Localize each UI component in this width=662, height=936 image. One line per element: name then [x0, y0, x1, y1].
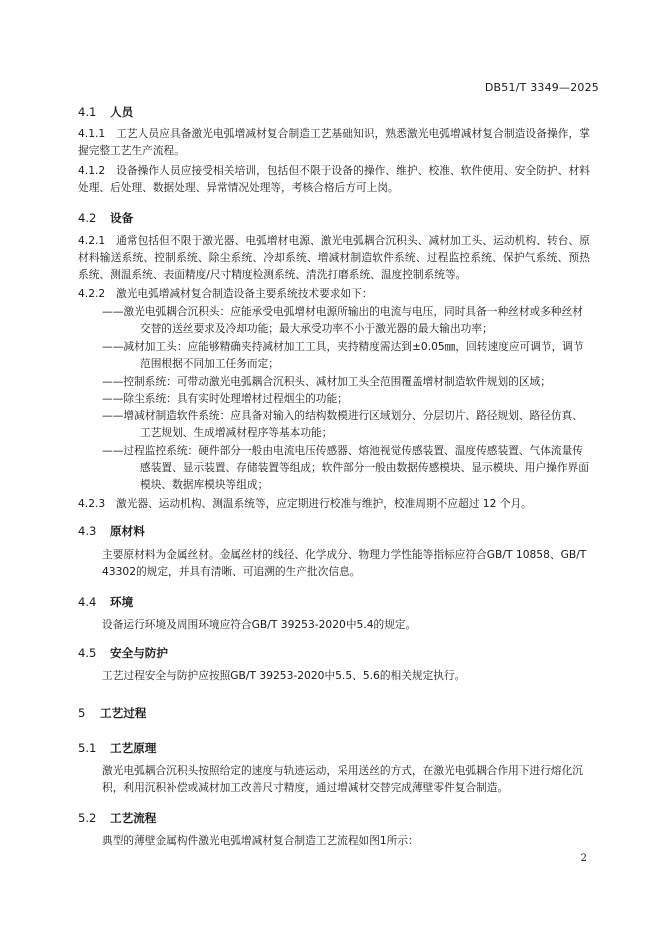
paragraph-4-2-3	[78, 496, 590, 513]
section-title: 安全与防护	[110, 646, 168, 660]
list-item-process-monitoring: ——过程监控系统：硬件部分一般由电流电压传感器、熔池视觉传感装置、温度传感装置、气体流量传感装置、显示装置、存储装置等组成；软件部分一般由数据传感模块、显示模块、用户操作界面模块、数据库模块等组成；	[102, 444, 589, 491]
list-item-machining-head: ——减材加工头：应能够精确夹持减材加工工具，夹持精度需达到±0.05㎜，回转速度应可调节，调节范围根据不同加工任务而定；	[102, 340, 584, 370]
clause-number: 4.2.1	[78, 234, 106, 247]
clause-number: 4.2.2	[78, 287, 106, 300]
paragraph-4-3: 主要原材料为金属丝材。金属丝材的线径、化学成分、物理力学性能等指标应符合GB/T 10858、GB/T 43302的规定，并具有清晰、可追溯的生产批次信息。	[102, 548, 587, 578]
list-item-software-system: ——增减材制造软件系统：应具备对输入的结构数模进行区域划分、分层切片、路径规划、路径仿真、工艺规划、生成增减材程序等基本功能；	[102, 409, 583, 439]
page-number: 2	[580, 853, 587, 864]
clause-text: 激光电弧增减材复合制造设备主要系统技术要求如下：	[116, 287, 373, 300]
section-title: 设备	[110, 211, 134, 225]
heading-4-4	[78, 594, 133, 610]
clause-number: 4.1.1	[78, 127, 106, 140]
section-title: 工艺原理	[110, 741, 157, 755]
heading-4-3	[78, 523, 145, 539]
paragraph-4-4: 设备运行环境及周围环境应符合GB/T 39253-2020中5.4的规定。	[102, 618, 417, 631]
clause-number: 4.1.2	[78, 164, 106, 177]
clause-text: 工艺人员应具备激光电弧增减材复合制造工艺基础知识，熟悉激光电弧增减材复合制造设备操作，掌握完整工艺生产流程。	[78, 127, 590, 157]
section-title: 工艺流程	[110, 811, 157, 825]
section-title: 工艺过程	[100, 706, 147, 720]
clause-number: 4.2.3	[78, 497, 106, 510]
heading-4-1	[78, 104, 133, 120]
section-title: 环境	[110, 595, 134, 609]
clause-text: 设备操作人员应接受相关培训，包括但不限于设备的操作、维护、校准、软件使用、安全防护、材料处理、后处理、数据处理、异常情况处理等，考核合格后方可上岗。	[78, 164, 590, 194]
paragraph-5-1: 激光电弧耦合沉积头按照给定的速度与轨迹运动，采用送丝的方式，在激光电弧耦合作用下进行熔化沉积，利用沉积补偿或减材加工改善尺寸精度，通过增减材交替完成薄壁零件复合制造。	[102, 764, 583, 794]
paragraph-4-1-2	[78, 163, 590, 197]
section-title: 原材料	[110, 524, 145, 538]
heading-4-5	[78, 645, 168, 661]
paragraph-4-2-2	[78, 286, 590, 303]
clause-text: 激光器、运动机构、测温系统等，应定期进行校准与维护，校准周期不应超过 12 个月。	[116, 497, 532, 510]
heading-5-2	[78, 810, 156, 826]
section-number: 4.3	[78, 524, 97, 538]
paragraph-4-2-1	[78, 233, 590, 283]
paragraph-4-5: 工艺过程安全与防护应按照GB/T 39253-2020中5.5、5.6的相关规定执行。	[102, 669, 466, 682]
section-number: 4.1	[78, 105, 97, 119]
section-title: 人员	[110, 105, 134, 119]
heading-5-1	[78, 740, 156, 756]
section-number: 5.2	[78, 811, 97, 825]
document-code: DB51/T 3349—2025	[484, 81, 599, 94]
paragraph-5-2: 典型的薄壁金属构件激光电弧增减材复合制造工艺流程如图1所示：	[102, 834, 419, 847]
clause-text: 通常包括但不限于激光器、电弧增材电源、激光电弧耦合沉积头、减材加工头、运动机构、转台、原材料输送系统、控制系统、除尘系统、冷却系统、增减材制造软件系统、过程监控系统、保护气系统、预热系统、测温系统、表面精度/尺寸精度检测系统、清洗打磨系统、温度控制系统等。	[78, 234, 590, 281]
section-number: 5	[78, 706, 86, 720]
heading-4-2	[78, 210, 133, 226]
section-number: 4.2	[78, 211, 97, 225]
section-number: 4.5	[78, 646, 97, 660]
list-item-dust-removal: ——除尘系统：具有实时处理增材过程烟尘的功能；	[102, 392, 348, 405]
list-item-deposition-head: ——激光电弧耦合沉积头：应能承受电弧增材电源所输出的电流与电压，同时具备一种丝材或多种丝材交替的送丝要求及冷却功能；最大承受功率不小于激光器的最大输出功率；	[102, 305, 583, 335]
section-number: 4.4	[78, 595, 97, 609]
heading-5	[78, 705, 146, 721]
section-number: 5.1	[78, 741, 97, 755]
list-item-control-system: ——控制系统：可带动激光电弧耦合沉积头、减材加工头全范围覆盖增材制造软件规划的区域；	[102, 375, 551, 388]
paragraph-4-1-1	[78, 126, 590, 160]
